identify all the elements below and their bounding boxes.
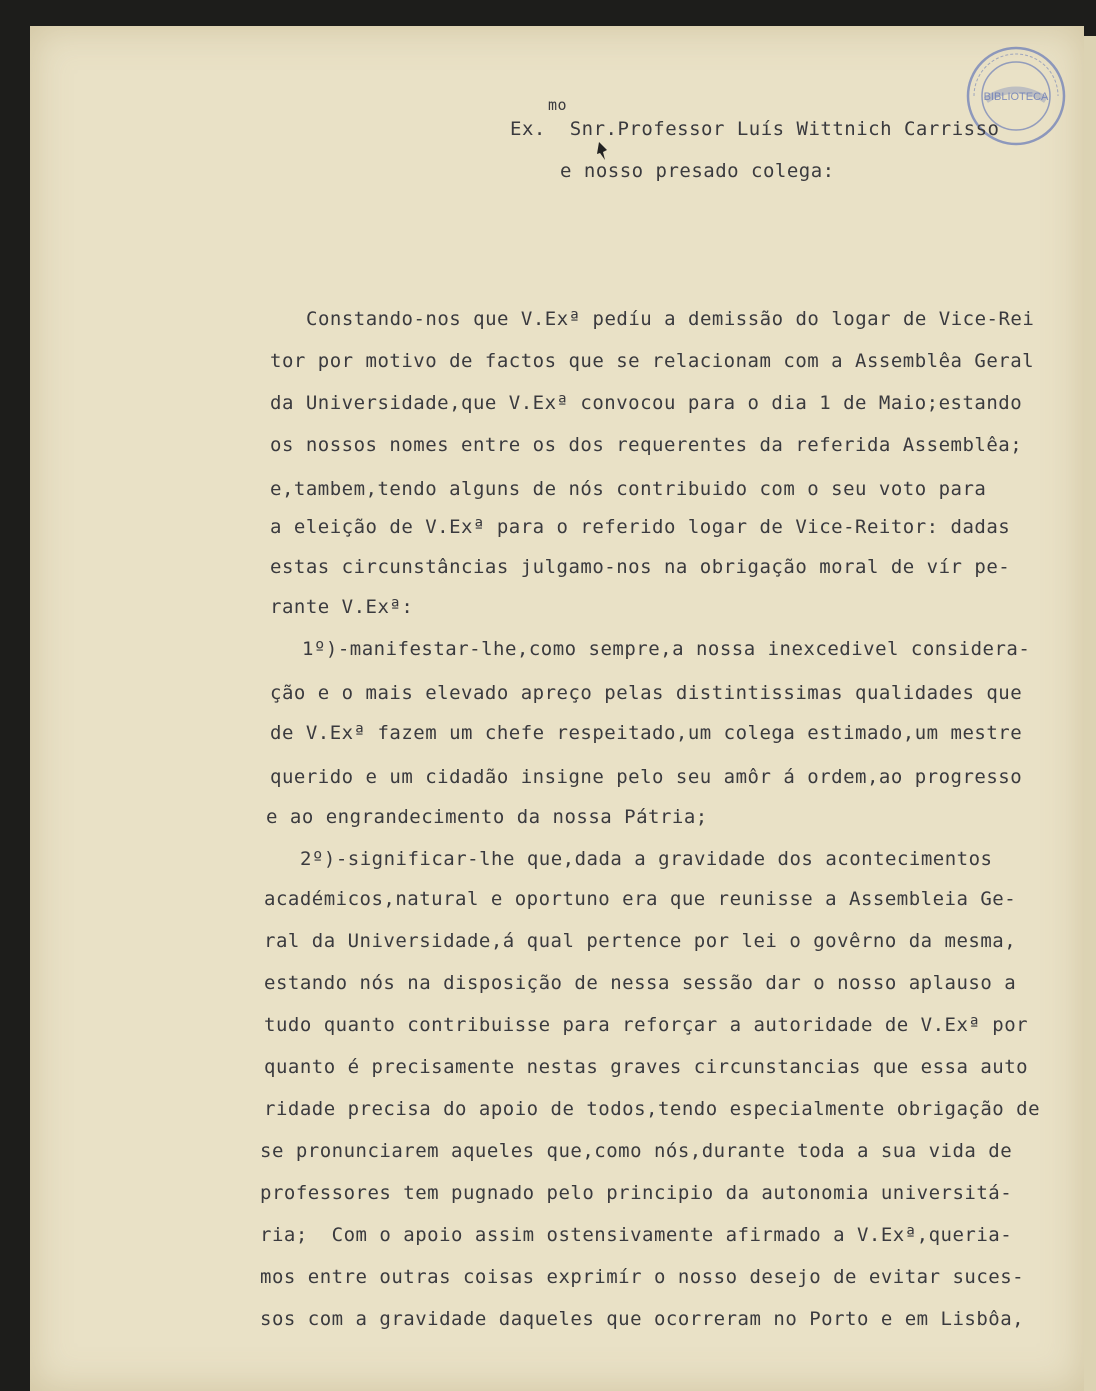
paper-edge (1084, 36, 1096, 1391)
body-line: se pronunciarem aqueles que,como nós,durante toda a sua vida de (260, 1140, 1013, 1162)
salutation-second-line: e nosso presado colega: (560, 160, 835, 182)
body-line: ridade precisa do apoio de todos,tendo especialmente obrigação de (264, 1098, 1041, 1120)
salutation-line: Ex. Snr.Professor Luís Wittnich Carrisso (510, 118, 1000, 140)
svg-text:BIBLIOTECA: BIBLIOTECA (983, 91, 1049, 103)
body-line: e ao engrandecimento da nossa Pátria; (266, 806, 708, 828)
body-line: Constando-nos que V.Exª pedíu a demissão do logar de Vice-Rei (306, 308, 1035, 330)
body-line: os nossos nomes entre os dos requerentes da referida Assemblêa; (270, 434, 1023, 456)
superscript-mo: mo (548, 96, 568, 114)
body-line: sos com a gravidade daqueles que ocorreram no Porto e em Lisbôa, (260, 1308, 1025, 1330)
body-line: ria; Com o apoio assim ostensivamente afirmado a V.Exª,queria- (260, 1224, 1013, 1246)
body-line: a eleição de V.Exª para o referido logar de Vice-Reitor: dadas (270, 516, 1011, 538)
body-line: mos entre outras coisas exprimír o nosso desejo de evitar suces- (260, 1266, 1025, 1288)
body-line: professores tem pugnado pelo principio da autonomia universitá- (260, 1182, 1013, 1204)
body-line: quanto é precisamente nestas graves circunstancias que essa auto (264, 1056, 1029, 1078)
body-line: académicos,natural e oportuno era que reunisse a Assembleia Ge- (264, 888, 1017, 910)
ink-mark (596, 140, 610, 162)
body-line: e,tambem,tendo alguns de nós contribuido com o seu voto para (270, 478, 987, 500)
body-line: da Universidade,que V.Exª convocou para o dia 1 de Maio;estando (270, 392, 1023, 414)
body-line: querido e um cidadão insigne pelo seu amôr á ordem,ao progresso (270, 766, 1023, 788)
body-line: 1º)-manifestar-lhe,como sempre,a nossa inexcedivel considera- (302, 638, 1031, 660)
body-line: rante V.Exª: (270, 596, 414, 618)
body-line: estando nós na disposição de nessa sessão dar o nosso aplauso a (264, 972, 1017, 994)
body-line: tudo quanto contribuisse para reforçar a autoridade de V.Exª por (264, 1014, 1029, 1036)
body-line: de V.Exª fazem um chefe respeitado,um colega estimado,um mestre (270, 722, 1023, 744)
body-line: estas circunstâncias julgamo-nos na obrigação moral de vír pe- (270, 556, 1011, 578)
body-line: ral da Universidade,á qual pertence por lei o govêrno da mesma, (264, 930, 1017, 952)
body-line: tor por motivo de factos que se relacionam com a Assemblêa Geral (270, 350, 1035, 372)
body-line: ção e o mais elevado apreço pelas distintissimas qualidades que (270, 682, 1023, 704)
body-line: 2º)-significar-lhe que,dada a gravidade dos acontecimentos (300, 848, 993, 870)
